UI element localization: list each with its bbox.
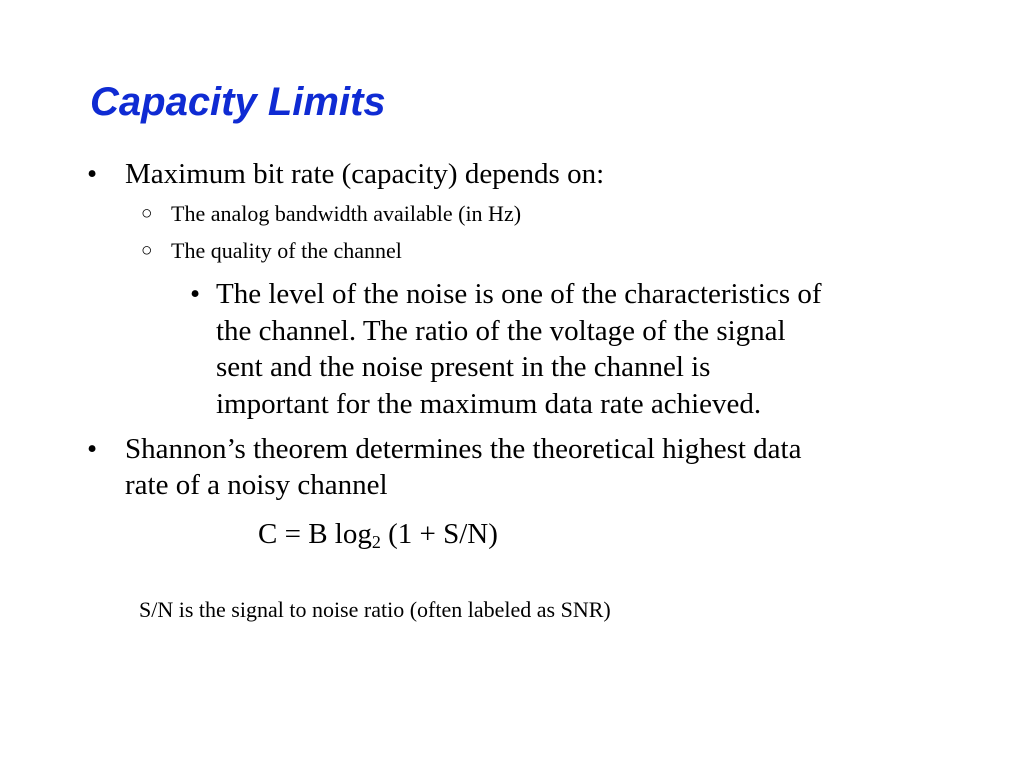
- bullet-marker: •: [87, 433, 98, 465]
- bullet-line: rate of a noisy channel: [125, 469, 388, 501]
- nested-bullet-line: sent and the noise present in the channel is: [216, 351, 711, 383]
- bullet-line: Shannon’s theorem determines the theoretical highest data: [125, 433, 802, 465]
- formula-subscript: 2: [371, 532, 381, 552]
- slide-title: Capacity Limits: [90, 80, 386, 124]
- bullet-text: Maximum bit rate (capacity) depends on:: [125, 158, 605, 190]
- bullet-item: [87, 431, 802, 503]
- circle-bullet-icon: ○: [141, 240, 153, 261]
- formula-rhs: (1 + S/N): [380, 518, 498, 550]
- sub-bullet-text: The quality of the channel: [171, 238, 402, 263]
- snr-note: S/N is the signal to noise ratio (often labeled as SNR): [139, 597, 611, 622]
- nested-bullet-line: The level of the noise is one of the characteristics of: [216, 278, 822, 310]
- sub-bullet-text: The analog bandwidth available (in Hz): [171, 201, 522, 226]
- shannon-formula: [258, 516, 498, 552]
- bullet-marker: •: [87, 158, 98, 190]
- sub-bullet-item: [141, 237, 402, 265]
- sub-bullet-item: [141, 200, 522, 228]
- bullet-item: [87, 156, 605, 192]
- formula-lhs: C = B log: [258, 518, 372, 550]
- nested-bullet-line: important for the maximum data rate achieved.: [216, 387, 762, 420]
- nested-bullet-item: [190, 276, 822, 422]
- bullet-marker: •: [190, 278, 201, 310]
- nested-bullet-line: the channel. The ratio of the voltage of the signal: [216, 314, 786, 347]
- circle-bullet-icon: ○: [141, 203, 153, 224]
